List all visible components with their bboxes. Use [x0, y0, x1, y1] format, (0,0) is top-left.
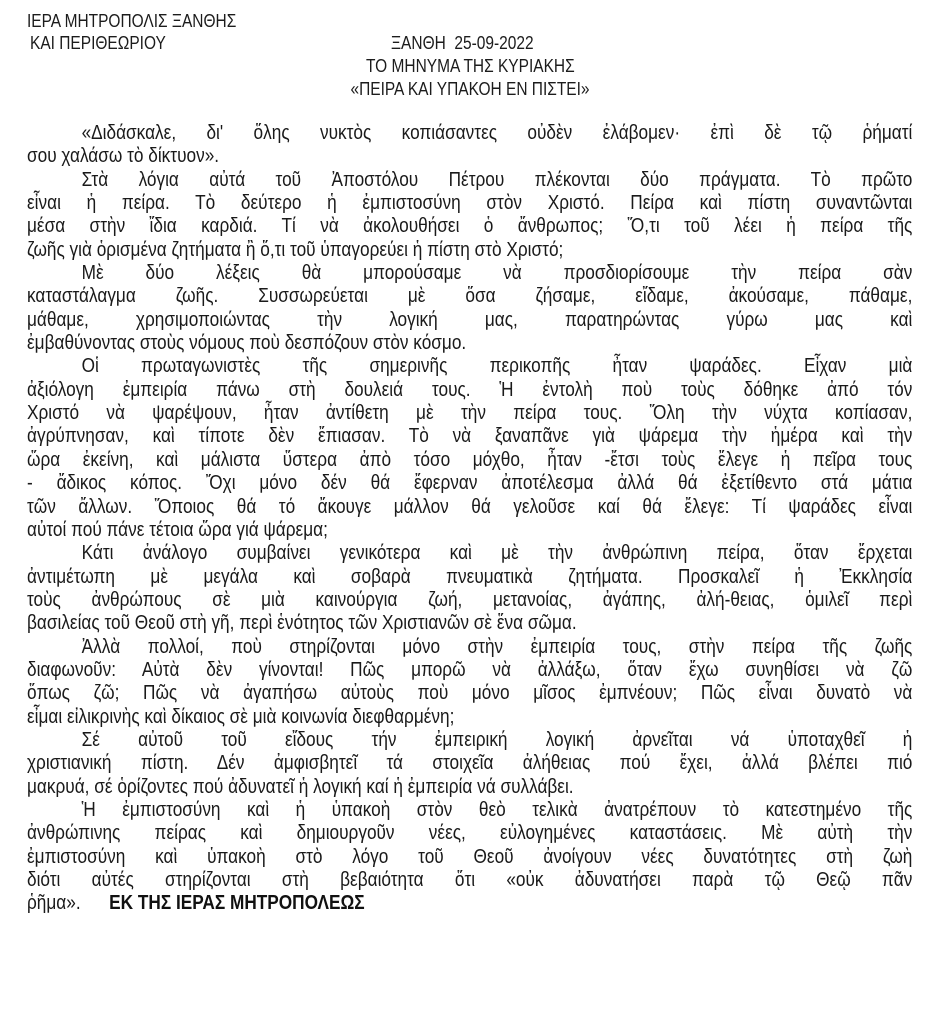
paragraph-2-line: [27, 168, 913, 191]
paragraph-1-line: [27, 144, 913, 167]
body-line-text: σου χαλάσω τὸ δίκτυον».: [27, 144, 220, 168]
paragraph-4-line: [27, 448, 913, 471]
paragraph-8-line: [27, 821, 913, 844]
body-line-text: εἶναι ἡ πείρα. Τὸ δεύτερο ἡ ἐμπιστοσύνη στὸν Χριστό. Πείρα καὶ πίστη συναντῶνται: [27, 191, 913, 215]
paragraph-2-line: [27, 238, 913, 261]
signature: ΕΚ ΤΗΣ ΙΕΡΑΣ ΜΗΤΡΟΠΟΛΕΩΣ: [109, 891, 365, 915]
paragraph-6-line: [27, 681, 913, 704]
message-title-text: «ΠΕΙΡΑ ΚΑΙ ΥΠΑΚΟΗ ΕΝ ΠΙΣΤΕΙ»: [350, 79, 590, 99]
paragraph-4-line: [27, 424, 913, 447]
org-line-1: [27, 11, 270, 31]
body-line-text: «Διδάσκαλε, δι' ὅλης νυκτὸς κοπιάσαντες οὐδὲν ἐλάβομεν· ἐπὶ δὲ τῷ ῥήματί: [81, 121, 913, 144]
body-line-text: Χριστό νὰ ψαρέψουν, ἦταν ἀντίθετη μὲ τὴν πείρα τους. Ὅλη τὴν νύχτα κοπίασαν,: [27, 401, 913, 425]
body-line-text: ἀγρύπνησαν, καὶ τίποτε δὲν ἔπιασαν. Τὸ νὰ ξαναπᾶνε γιὰ ψάρεμα τὴν ἡμέρα καὶ τὴν: [27, 424, 913, 448]
body-line-text: διαφωνοῦν: Αὐτὰ δὲν γίνονται! Πῶς μπορῶ νὰ ἀλλάξω, ὅταν ἔχω συνηθίσει νὰ ζῶ: [27, 657, 913, 681]
paragraph-6-line: [27, 635, 913, 658]
body-line-text: ὥρα ἐκείνη, καὶ μάλιστα ὕστερα ἀπὸ τόσο μόχθο, ἦταν -ἔτσι τοὺς ἔλεγε ἡ πεῖρα τους: [27, 447, 913, 471]
message-heading-text: ΤΟ ΜΗΝΥΜΑ ΤΗΣ ΚΥΡΙΑΚΗΣ: [365, 56, 575, 76]
body-line-text: ζωῆς γιὰ ὁρισμένα ζητήματα ἢ ὅ,τι τοῦ ὑπαγορεύει ἡ πίστη στὸ Χριστό;: [27, 237, 564, 261]
body-line-text: χριστιανική πίστη. Δέν ἀμφισβητεῖ τά στοιχεῖα ἀλήθειας πού ἔχει, ἀλλά βλέπει πιό: [27, 751, 913, 775]
paragraph-7-line: [27, 728, 913, 751]
paragraph-4-line: [27, 471, 913, 494]
body-line-text: ἀξιόλογη ἐμπειρία πάνω στὴ δουλειά τους. Ἡ ἐντολὴ ποὺ τοὺς δόθηκε ἀπό τόν: [27, 377, 913, 401]
body-line-text: τοὺς ἀνθρώπους σὲ μιὰ καινούργια ζωή, μετανοίας, ἀγάπης, ἀλή-θειας, ὁμιλεῖ περὶ: [27, 587, 913, 611]
paragraph-2-line: [27, 214, 913, 237]
place-date-text: ΞΑΝΘΗ 25-09-2022: [391, 33, 534, 53]
body-line-text: Οἱ πρωταγωνιστὲς τῆς σημερινῆς περικοπῆς ἦταν ψαράδες. Εἶχαν μιὰ: [81, 354, 913, 378]
org-line-2: [30, 33, 188, 53]
paragraph-7-line: [27, 775, 913, 798]
body-line-text: - ἄδικος κόπος. Ὄχι μόνο δέν θά ἔφερναν ἀποτέλεσμα ἀλλά θά ἐξετίθεντο στά μάτια: [27, 471, 913, 495]
org-line-1-text: ΙΕΡΑ ΜΗΤΡΟΠΟΛΙΣ ΞΑΝΘΗΣ: [27, 11, 237, 31]
paragraph-3-line: [27, 308, 913, 331]
paragraph-4-line: [27, 378, 913, 401]
body-line-text: ἐμπιστοσύνη καὶ ὑπακοὴ στὸ λόγο τοῦ Θεοῦ ἀνοίγουν νέες δυνατότητες στὴ ζωὴ: [27, 844, 913, 868]
body-line-text: εἶμαι εἰλικρινὴς καὶ δίκαιος σὲ μιὰ κοινωνία διεφθαρμένη;: [27, 704, 455, 728]
body-line-text: ἀνθρώπινης πείρας καὶ δημιουργοῦν νέες, εὐλογημένες καταστάσεις. Μὲ αὐτὴ τὴν: [27, 821, 913, 845]
paragraph-2-line: [27, 191, 913, 214]
body-line-text: μακρυά, σέ ὁρίζοντες πού ἀδυνατεῖ ἡ λογική καί ἡ ἐμπειρία νά συλλάβει.: [27, 774, 574, 798]
paragraph-5-line: [27, 611, 913, 634]
body-line-text: ῥῆμα». ΕΚ ΤΗΣ ΙΕΡΑΣ ΜΗΤΡΟΠΟΛΕΩΣ: [27, 891, 365, 915]
paragraph-4-line: [27, 354, 913, 377]
body-line-text: καταστάλαγμα ζωῆς. Συσσωρεύεται μὲ ὅσα ζήσαμε, εἴδαμε, ἀκούσαμε, πάθαμε,: [27, 284, 913, 308]
body-line-text: διότι αὐτές στηρίζονται στὴ βεβαιότητα ὅτι «οὐκ ἀδυνατήσει παρὰ τῷ Θεῷ πᾶν: [27, 868, 913, 891]
message-heading: [0, 56, 940, 76]
paragraph-6-line: [27, 705, 913, 728]
paragraph-8-line: [27, 845, 913, 868]
paragraph-4-line: [27, 495, 913, 518]
org-line-2-text: ΚΑΙ ΠΕΡΙΘΕΩΡΙΟΥ: [30, 33, 166, 53]
body-line-text: αὐτοί πού πάνε τέτοια ὥρα γιά ψάρεμα;: [27, 517, 328, 541]
body-line-text: Ἡ ἐμπιστοσύνη καὶ ἡ ὑπακοὴ στὸν θεὸ τελικὰ ἀνατρέπουν τὸ κατεστημένο τῆς: [81, 797, 913, 821]
paragraph-7-line: [27, 751, 913, 774]
paragraph-5-line: [27, 565, 913, 588]
paragraph-4-line: [27, 518, 913, 541]
body-line-text: βασιλείας τοῦ Θεοῦ στὴ γῆ, περὶ ἑνότητος τῶν Χριστιανῶν σὲ ἕνα σῶμα.: [27, 611, 577, 635]
body-line-text: μέσα στὴν ἴδια καρδιά. Τί νὰ ἀκολουθήσει ὁ ἄνθρωπος; Ὅ,τι τοῦ λέει ἡ πείρα τῆς: [27, 214, 913, 238]
body-line-text: ἀντιμέτωπη μὲ μεγάλα καὶ σοβαρὰ πνευματικὰ ζητήματα. Προσκαλεῖ ἡ Ἐκκλησία: [27, 564, 913, 588]
paragraph-4-line: [27, 401, 913, 424]
paragraph-5-line: [27, 588, 913, 611]
body-line-text: Στὰ λόγια αὐτά τοῦ Ἀποστόλου Πέτρου πλέκονται δύο πράγματα. Τὸ πρῶτο: [81, 167, 913, 191]
document-body: [27, 121, 913, 915]
body-line-text: τῶν ἄλλων. Ὅποιος θά τό ἄκουγε μάλλον θά γελοῦσε καί θά ἔλεγε: Τί ψαράδες εἶναι: [27, 494, 913, 518]
paragraph-3-line: [27, 284, 913, 307]
body-line-text: ἐμβαθύνοντας στοὺς νόμους ποὺ δεσπόζουν στὸν κόσμο.: [27, 331, 467, 355]
paragraph-3-line: [27, 261, 913, 284]
paragraph-3-line: [27, 331, 913, 354]
body-line-text: Σέ αὐτοῦ τοῦ εἴδους τήν ἐμπειρική λογική ἀρνεῖται νά ὑποταχθεῖ ἡ: [81, 727, 913, 751]
paragraph-8-line: [27, 891, 913, 914]
body-line-text: Μὲ δύο λέξεις θὰ μπορούσαμε νὰ προσδιορίσουμε τὴν πείρα σὰν: [81, 261, 913, 285]
place-date: [391, 33, 557, 53]
message-title: [0, 79, 940, 99]
paragraph-8-line: [27, 868, 913, 891]
body-line-text: ὅπως ζῶ; Πῶς νὰ ἀγαπήσω αὐτοὺς ποὺ μόνο μῖσος ἐμπνέουν; Πῶς εἶναι δυνατὸ νὰ: [27, 681, 913, 705]
paragraph-5-line: [27, 541, 913, 564]
body-line-text: Ἀλλὰ πολλοί, ποὺ στηρίζονται μόνο στὴν ἐμπειρία τους, στὴν πείρα τῆς ζωῆς: [81, 634, 913, 658]
paragraph-6-line: [27, 658, 913, 681]
body-line-text: μάθαμε, χρησιμοποιώντας τὴν λογική μας, παρατηρώντας γύρω μας καὶ: [27, 307, 913, 331]
body-line-text: Κάτι ἀνάλογο συμβαίνει γενικότερα καὶ μὲ τὴν ἀνθρώπινη πείρα, ὅταν ἔρχεται: [81, 541, 913, 565]
paragraph-1-line: [27, 121, 913, 144]
paragraph-8-line: [27, 798, 913, 821]
